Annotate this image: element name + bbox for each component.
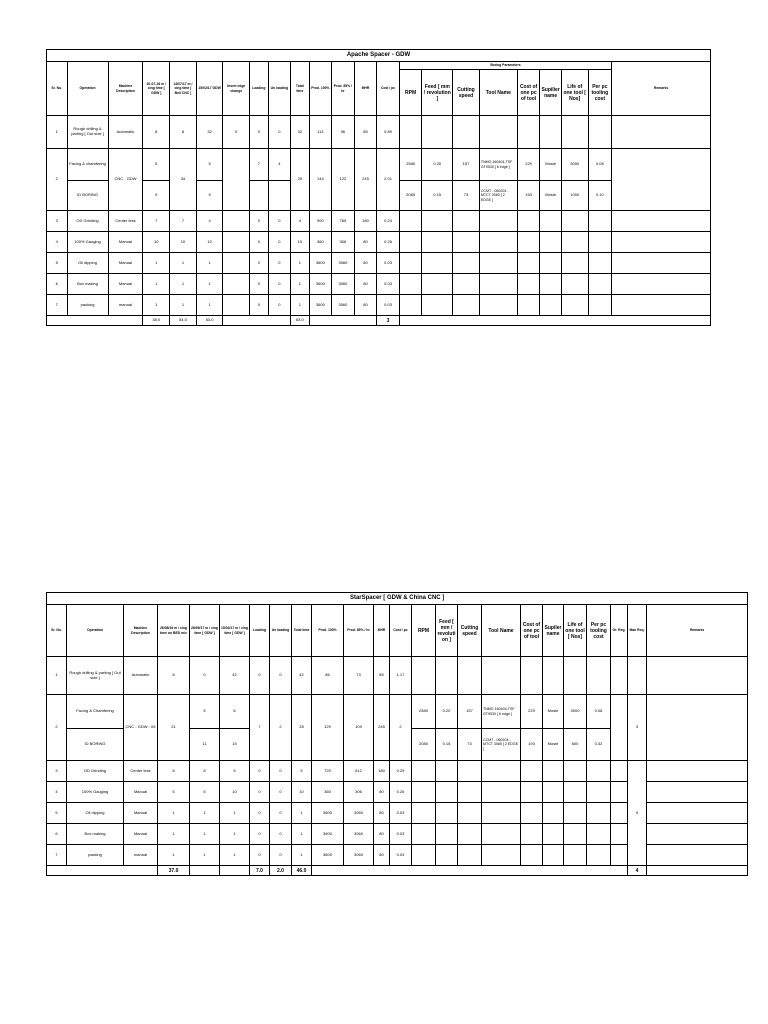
cell-operation: OD Grinding: [67, 761, 124, 782]
header-cycle-time-3: 15/02/17 m / cing time [ GDW ]: [220, 605, 250, 657]
cell-cost: 0.26: [377, 232, 400, 253]
cell-c1: 1: [158, 803, 190, 824]
cell-c3: 4: [196, 211, 223, 232]
cell-operation: 100% Gauging: [67, 232, 108, 253]
cell-prod85: 3060: [332, 295, 355, 316]
cell-cost: 0.26: [390, 782, 412, 803]
cell-mhr: 80: [354, 232, 377, 253]
table-row: [47, 149, 711, 181]
cell-c3: 1: [220, 803, 250, 824]
cell-prod85: 306: [332, 232, 355, 253]
cell-mhr: 245: [354, 149, 377, 211]
cell-operation: OD Grinding: [67, 211, 108, 232]
cell-supplier: Mosle: [540, 149, 562, 181]
cell-mhr: 180: [374, 761, 390, 782]
cell-c1: 5: [158, 782, 190, 803]
cell-unloading: 2: [270, 695, 292, 761]
cell-sr: 4: [47, 782, 67, 803]
cell-prod: 3600: [309, 253, 332, 274]
cell-loading: 0: [250, 253, 268, 274]
cell-cutting-speed: 157: [458, 695, 482, 729]
header-mhr: MHR: [354, 62, 377, 116]
cell-machine: manual: [124, 845, 158, 866]
cell-operation: ID BORING: [67, 181, 108, 211]
cell-c3: 6: [220, 695, 250, 729]
cell-loading: 0: [250, 295, 268, 316]
cell-sr: 3: [47, 211, 68, 232]
cell-loading: 0: [250, 116, 268, 149]
cell-mhr: 245: [374, 695, 390, 761]
cell-total: 10: [291, 232, 309, 253]
header-unloading: Un loading: [268, 62, 291, 116]
cell-mhr: 80: [374, 803, 390, 824]
cell-cutting-speed: 157: [453, 149, 480, 181]
table-row: [47, 695, 748, 729]
cell-supplier: Mosle: [540, 181, 562, 211]
cell-c1: 1: [143, 274, 170, 295]
sheet-title: StarSpacer [ GDW & China CNC ]: [47, 593, 748, 605]
total-unloading: 2.0: [270, 866, 292, 876]
cell-loading: 0: [250, 803, 270, 824]
total-man-req: 4: [628, 866, 647, 876]
cell-supplier: Mosle: [543, 695, 564, 729]
header-rpm: RPM: [412, 605, 436, 657]
cell-c2: 1: [190, 803, 220, 824]
cell-operation: Rough drilling & parting [ Out side ]: [67, 657, 124, 695]
cell-prod85: 109: [344, 695, 374, 761]
cell-operation: Box making: [67, 274, 108, 295]
cell-cost: 2.01: [377, 149, 400, 211]
cell-prod85: 73: [344, 657, 374, 695]
star-spacer-sheet: [46, 592, 748, 876]
cell-c2: 10: [170, 232, 197, 253]
cell-machine: Manual: [108, 253, 143, 274]
total-c3: 63.0: [196, 316, 223, 326]
cell-loading: 0: [250, 232, 268, 253]
cell-prod: 3600: [309, 274, 332, 295]
cell-c3: 5: [220, 761, 250, 782]
cell-prod: 360: [309, 232, 332, 253]
header-mhr: MHR: [374, 605, 390, 657]
cell-loading: 0: [250, 211, 268, 232]
cell-cost: 0.24: [377, 211, 400, 232]
cell-prod85: 122: [332, 149, 355, 211]
header-prod-100: Prod. 100%: [309, 62, 332, 116]
header-tool-life: Life of one tool [ Nos]: [564, 605, 587, 657]
cell-c2: 1: [170, 274, 197, 295]
cell-tool-life: 600: [564, 729, 587, 761]
cell-prod85: 765: [332, 211, 355, 232]
cell-total: 32: [291, 116, 309, 149]
cell-tooling-cost: 0.08: [588, 149, 612, 181]
cell-mhr: 80: [374, 824, 390, 845]
cell-c2: 34: [170, 149, 197, 211]
cell-c2: 1: [190, 845, 220, 866]
cell-total: 42: [292, 657, 312, 695]
cell-c2: 0: [190, 657, 220, 695]
cell-unloading: 0: [270, 803, 292, 824]
cell-prod: 3600: [309, 295, 332, 316]
header-feed: Feed [ mm / revolution ]: [422, 70, 453, 116]
cell-prod: 900: [309, 211, 332, 232]
cell-loading: 7: [250, 695, 270, 761]
header-supplier: Supiler name: [543, 605, 564, 657]
cell-cutting-speed: 73: [458, 729, 482, 761]
cell-prod85: 612: [344, 761, 374, 782]
cell-sr: 4: [47, 232, 68, 253]
cell-c1: 1: [143, 295, 170, 316]
cell-c1: 10: [143, 232, 170, 253]
cell-unloading: 0: [270, 761, 292, 782]
cell-total: 1: [292, 845, 312, 866]
header-loading: Loading: [250, 62, 268, 116]
cell-tool-name: TNMG 160404-TSF GT9530 [ 6 edge ]: [482, 695, 521, 729]
cell-c2: 8: [170, 116, 197, 149]
cell-man-req: 3: [628, 695, 647, 761]
header-operation: Operation: [67, 605, 124, 657]
cell-prod: 144: [309, 149, 332, 211]
cell-mhr: 80: [374, 782, 390, 803]
cell-prod: 129: [312, 695, 344, 761]
cell-cost-of-tool: 229: [521, 695, 543, 729]
cell-mhr: 80: [354, 295, 377, 316]
header-operation: Operation: [67, 62, 108, 116]
cell-c1: 9: [143, 181, 170, 211]
cell-c3: 1: [196, 295, 223, 316]
cell-sr: 2: [47, 695, 67, 761]
cell-c3: 5: [196, 149, 223, 181]
cell-c2: 7: [170, 211, 197, 232]
apache-spacer-sheet: [46, 49, 711, 326]
header-remarks: Remarks: [612, 62, 711, 116]
cell-loading: 0: [250, 824, 270, 845]
cell-machine: Manual: [124, 782, 158, 803]
cell-prod85: 3060: [332, 274, 355, 295]
cell-tool-name: CCMT - 060204 - MTCT 3080 [ 2 EDGE ]: [482, 729, 521, 761]
cell-cost: 0.03: [390, 803, 412, 824]
total-c2: 54.0: [170, 316, 197, 326]
cell-rpm: 2580: [412, 695, 436, 729]
table-row: [47, 211, 711, 232]
cell-c3: 1: [196, 274, 223, 295]
header-sr-no: Sr. No.: [47, 605, 67, 657]
cell-sr: 5: [47, 253, 68, 274]
header-cycle-time-1: 26/08/16 m / cing time on BED m/c: [158, 605, 190, 657]
cell-unloading: 0: [268, 232, 291, 253]
cell-prod85: 3060: [344, 845, 374, 866]
cell-total: 25: [291, 149, 309, 211]
cell-loading: 0: [250, 761, 270, 782]
cell-rpm: 2580: [399, 149, 422, 181]
header-cycle-time-3: 15/02/17 GDW: [196, 62, 223, 116]
table-row: [47, 295, 711, 316]
cell-c3: 9: [196, 181, 223, 211]
cell-machine: CNC - GDW: [108, 149, 143, 211]
header-cutting-speed: Cutting speed: [458, 605, 482, 657]
cell-prod: 3600: [312, 845, 344, 866]
cell-tool-life: 3000: [561, 149, 588, 181]
cell-sr: 6: [47, 824, 67, 845]
cell-prod: 3600: [312, 824, 344, 845]
cell-c1: 8: [158, 761, 190, 782]
cell-feed: 0.15: [422, 181, 453, 211]
cell-cost-of-tool: 193: [521, 729, 543, 761]
header-insert-change: Insert edge change: [223, 62, 250, 116]
cell-operation: packing: [67, 295, 108, 316]
header-loading: Loading: [250, 605, 270, 657]
totals-row: [47, 316, 711, 326]
header-rpm: RPM: [399, 70, 422, 116]
cell-operation: Box making: [67, 824, 124, 845]
cell-loading: 0: [250, 657, 270, 695]
cell-c1: 7: [143, 211, 170, 232]
cell-mhr: 85: [374, 657, 390, 695]
cell-cost: 0.03: [377, 295, 400, 316]
cell-c3: 1: [220, 824, 250, 845]
cell-prod85: 306: [344, 782, 374, 803]
header-tooling-cost: Per pc tooling cost: [587, 605, 611, 657]
header-remarks: Remarks: [647, 605, 748, 657]
cell-prod85: 3060: [332, 253, 355, 274]
header-tool-name: Tool Name: [479, 70, 517, 116]
cell-prod: 3600: [312, 803, 344, 824]
cell-tool-life: 1000: [561, 181, 588, 211]
cell-total: 1: [292, 824, 312, 845]
cell-c2: 1: [170, 253, 197, 274]
table-row: [47, 657, 748, 695]
cell-total: 1: [292, 803, 312, 824]
total-time: 63.0: [291, 316, 309, 326]
total-c1: 38.0: [143, 316, 170, 326]
cell-unloading: 0: [270, 782, 292, 803]
cell-insert: 0: [223, 116, 250, 149]
cell-c2: 5: [190, 695, 220, 729]
cell-feed: 0.15: [436, 729, 458, 761]
header-total-time: Total time: [291, 62, 309, 116]
header-cycle-time-2: 28/09/17 m / cing time [ GDW ]: [190, 605, 220, 657]
cell-c3: 1: [196, 253, 223, 274]
cell-unloading: 0: [270, 824, 292, 845]
cell-feed: 0.20: [436, 695, 458, 729]
cell-machine: Manual: [108, 274, 143, 295]
cell-sr: 1: [47, 116, 68, 149]
cell-machine: Manual: [108, 232, 143, 253]
cell-cost-of-tool: 193: [517, 181, 540, 211]
header-boring-parameters: Boring Parameters: [399, 62, 611, 70]
cell-operation: packing: [67, 845, 124, 866]
cell-loading: 7: [250, 149, 268, 181]
cell-cutting-speed: 73: [453, 181, 480, 211]
cell-operation: Facing & chamfering: [67, 149, 108, 181]
cell-total: 28: [292, 695, 312, 761]
table-row: [47, 274, 711, 295]
header-supplier: Supilier name: [540, 70, 562, 116]
cell-cost: 0.29: [390, 761, 412, 782]
table-row: [47, 116, 711, 149]
table-row: [47, 253, 711, 274]
cell-total: 4: [291, 211, 309, 232]
cell-unloading: 0: [268, 211, 291, 232]
cell-cost: 0.03: [377, 253, 400, 274]
cell-cost: 2: [390, 695, 412, 761]
cell-c3: 10: [220, 782, 250, 803]
cell-machine: Center less: [108, 211, 143, 232]
cell-c1: 1: [143, 253, 170, 274]
cell-c3: 42: [220, 657, 250, 695]
cell-sr: 5: [47, 803, 67, 824]
cell-cost: 0.03: [390, 824, 412, 845]
cell-mhr: 80: [354, 253, 377, 274]
cell-tool-name: CCMT - 060204 - MTCT 3080 [ 2 EDGE ]: [479, 181, 517, 211]
cell-operation: ID BORING: [67, 729, 124, 761]
cell-c3: 1: [220, 845, 250, 866]
cell-c2: 11: [190, 729, 220, 761]
header-prod-100: Prod. 100%: [312, 605, 344, 657]
cell-prod85: 3060: [344, 803, 374, 824]
header-cost-per-pc: Cost / pc: [377, 62, 400, 116]
cell-operation: Oil dipping: [67, 253, 108, 274]
cell-sr: 7: [47, 845, 67, 866]
cell-unloading: 4: [268, 149, 291, 181]
cell-c2: 8: [190, 761, 220, 782]
cell-feed: 0.20: [422, 149, 453, 181]
header-feed: Feed [ mm / revoluti on ]: [436, 605, 458, 657]
cell-total: 10: [292, 782, 312, 803]
cell-rpm: 2080: [412, 729, 436, 761]
cell-supplier: Mosle: [543, 729, 564, 761]
cell-tool-life: 3000: [564, 695, 587, 729]
table-row: [47, 761, 748, 782]
cell-prod: 86: [312, 657, 344, 695]
cell-c2: 5: [190, 782, 220, 803]
cell-prod85: 96: [332, 116, 355, 149]
cell-operation: Oil dipping: [67, 803, 124, 824]
total-c1: 37.0: [158, 866, 190, 876]
header-gr-reg: Gr. Reg.: [611, 605, 628, 657]
cell-c1: 8: [158, 657, 190, 695]
total-cost: 3: [377, 316, 400, 326]
cell-c1: 21: [158, 695, 190, 761]
cell-c1: 8: [143, 116, 170, 149]
cell-machine: Manual: [124, 803, 158, 824]
cell-mhr: 80: [374, 845, 390, 866]
cell-c3: 32: [196, 116, 223, 149]
cell-machine: Center less: [124, 761, 158, 782]
total-time: 46.0: [292, 866, 312, 876]
header-prod-85: Prod. 85% / hr: [344, 605, 374, 657]
header-sr-no: Sr. No.: [47, 62, 68, 116]
header-unloading: Un loading: [270, 605, 292, 657]
cell-machine: Manual: [124, 824, 158, 845]
cell-prod: 113: [309, 116, 332, 149]
cell-total: 1: [291, 253, 309, 274]
header-tooling-cost: Per pc tooling cost: [588, 70, 612, 116]
cell-prod85: 3060: [344, 824, 374, 845]
cell-machine: CNC - GDW - 05: [124, 695, 158, 761]
header-cost-per-pc: Cost / pc: [390, 605, 412, 657]
cell-mhr: 85: [354, 116, 377, 149]
header-cycle-time-2: 14/07/17 m / cing time [ Bell CNC ]: [170, 62, 197, 116]
cell-machine: Automatic: [124, 657, 158, 695]
cell-c1: 1: [158, 845, 190, 866]
header-total-time: Total time: [292, 605, 312, 657]
cell-unloading: 0: [268, 274, 291, 295]
cell-total: 5: [292, 761, 312, 782]
cell-sr: 1: [47, 657, 67, 695]
cell-sr: 6: [47, 274, 68, 295]
cell-unloading: 0: [270, 657, 292, 695]
cell-mhr: 180: [354, 211, 377, 232]
cell-cost-of-tool: 229: [517, 149, 540, 181]
cell-c2: 1: [190, 824, 220, 845]
header-cost-of-tool: Cost of one pc of tool: [517, 70, 540, 116]
header-cutting-speed: Cutting speed: [453, 70, 480, 116]
header-tool-name: Tool Name: [482, 605, 521, 657]
cell-tooling-cost: 0.10: [588, 181, 612, 211]
header-machine: Machine Description: [108, 62, 143, 116]
header-cost-of-tool: Cost of one pc of tool: [521, 605, 543, 657]
cell-tooling-cost: 0.08: [587, 695, 611, 729]
cell-operation: Rough drilling & parting [ Out side ]: [67, 116, 108, 149]
cell-mhr: 80: [354, 274, 377, 295]
cell-unloading: 0: [268, 295, 291, 316]
cell-unloading: 0: [268, 116, 291, 149]
cell-total: 1: [291, 274, 309, 295]
total-loading: 7.0: [250, 866, 270, 876]
cell-cost: 0.03: [377, 274, 400, 295]
cell-machine: manual: [108, 295, 143, 316]
cell-c3: 15: [220, 729, 250, 761]
cell-tooling-cost: 0.32: [587, 729, 611, 761]
header-cycle-time-1: 20-07-16 m / cing time [ GDW ]: [143, 62, 170, 116]
cell-sr: 3: [47, 761, 67, 782]
cell-unloading: 0: [270, 845, 292, 866]
header-man-req: Man Req.: [628, 605, 647, 657]
cell-unloading: 0: [268, 253, 291, 274]
header-prod-85: Prod. 85% / hr: [332, 62, 355, 116]
totals-row: [47, 866, 748, 876]
cell-prod: 360: [312, 782, 344, 803]
cell-total: 1: [291, 295, 309, 316]
cell-machine: Automatic: [108, 116, 143, 149]
cell-operation: Facing & Chamfering: [67, 695, 124, 729]
cell-prod: 720: [312, 761, 344, 782]
sheet-title: Apache Spacer - GDW: [47, 50, 711, 62]
table-row: [47, 232, 711, 253]
cell-c2: 1: [170, 295, 197, 316]
cell-c1: 1: [158, 824, 190, 845]
cell-cost: 1.17: [390, 657, 412, 695]
cell-man-req: 5: [628, 761, 647, 866]
cell-c3: 10: [196, 232, 223, 253]
cell-c1: 5: [143, 149, 170, 181]
cell-operation: 100% Gauging: [67, 782, 124, 803]
cell-cost: 0.03: [390, 845, 412, 866]
cell-loading: 0: [250, 782, 270, 803]
cell-rpm: 2080: [399, 181, 422, 211]
header-tool-life: Life of one tool [ Nos]: [561, 70, 588, 116]
cell-tool-name: TNMG 160404-TSF GT9530 [ 6 edge ]: [479, 149, 517, 181]
cell-loading: 0: [250, 845, 270, 866]
cell-loading: 0: [250, 274, 268, 295]
cell-cost: 0.89: [377, 116, 400, 149]
header-machine: Machine Description: [124, 605, 158, 657]
cell-sr: 7: [47, 295, 68, 316]
cell-sr: 2: [47, 149, 68, 211]
